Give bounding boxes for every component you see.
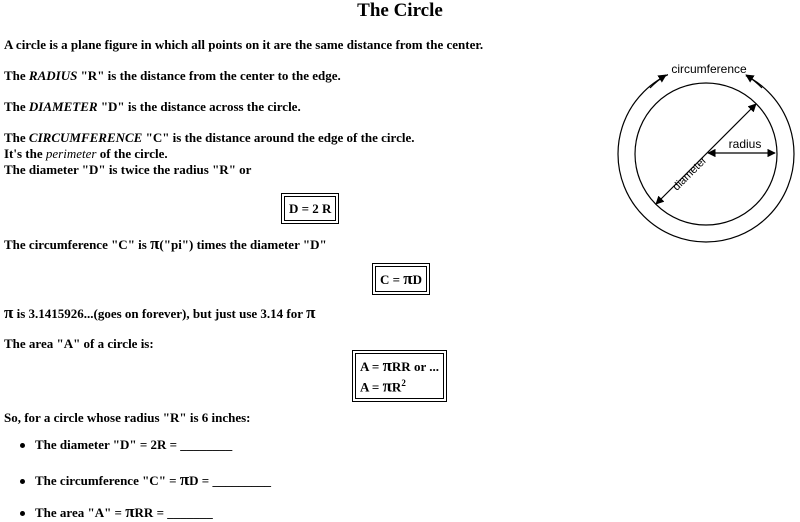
page-title: The Circle — [357, 0, 443, 21]
formula-circumference: C = πD — [372, 263, 430, 295]
radius-definition: The RADIUS "R" is the distance from the center to the edge. — [4, 68, 341, 83]
circumference-term: CIRCUMFERENCE — [28, 130, 143, 145]
list-item: The diameter "D" = 2R = ________ — [20, 437, 232, 453]
list-item: The circumference "C" = πD = _________ — [20, 470, 271, 490]
circumference-pi-sentence: The circumference "C" is π("pi") times the diameter "D" — [4, 234, 327, 253]
diameter-label: diameter — [670, 154, 710, 194]
circle-diagram — [612, 58, 800, 248]
radius-term: RADIUS — [28, 68, 78, 83]
pi-value-text: π is 3.1415926...(goes on forever), but just use 3.14 for π — [4, 303, 316, 322]
example-intro: So, for a circle whose radius "R" is 6 inches: — [4, 410, 251, 425]
list-item: The area "A" = πRR = _______ — [20, 502, 213, 522]
circumference-definition: The CIRCUMFERENCE "C" is the distance around the edge of the circle. — [4, 130, 415, 145]
radius-label: radius — [728, 137, 762, 151]
diameter-term: DIAMETER — [28, 99, 98, 114]
area-intro: The area "A" of a circle is: — [4, 336, 154, 351]
perimeter-line: It's the perimeter of the circle. — [4, 146, 168, 161]
diameter-twice-radius: The diameter "D" is twice the radius "R" or — [4, 162, 252, 177]
circumference-label: circumference — [671, 62, 747, 76]
formula-diameter: D = 2 R — [281, 193, 339, 224]
perimeter-term: perimeter — [45, 146, 97, 161]
diameter-definition: The DIAMETER "D" is the distance across the circle. — [4, 99, 301, 114]
formula-area: A = πRR or ... $A = \pi R^2$ — [352, 350, 447, 402]
diameter-arrow — [656, 104, 756, 204]
definition-text: A circle is a plane figure in which all points on it are the same distance from the center. — [4, 37, 484, 52]
